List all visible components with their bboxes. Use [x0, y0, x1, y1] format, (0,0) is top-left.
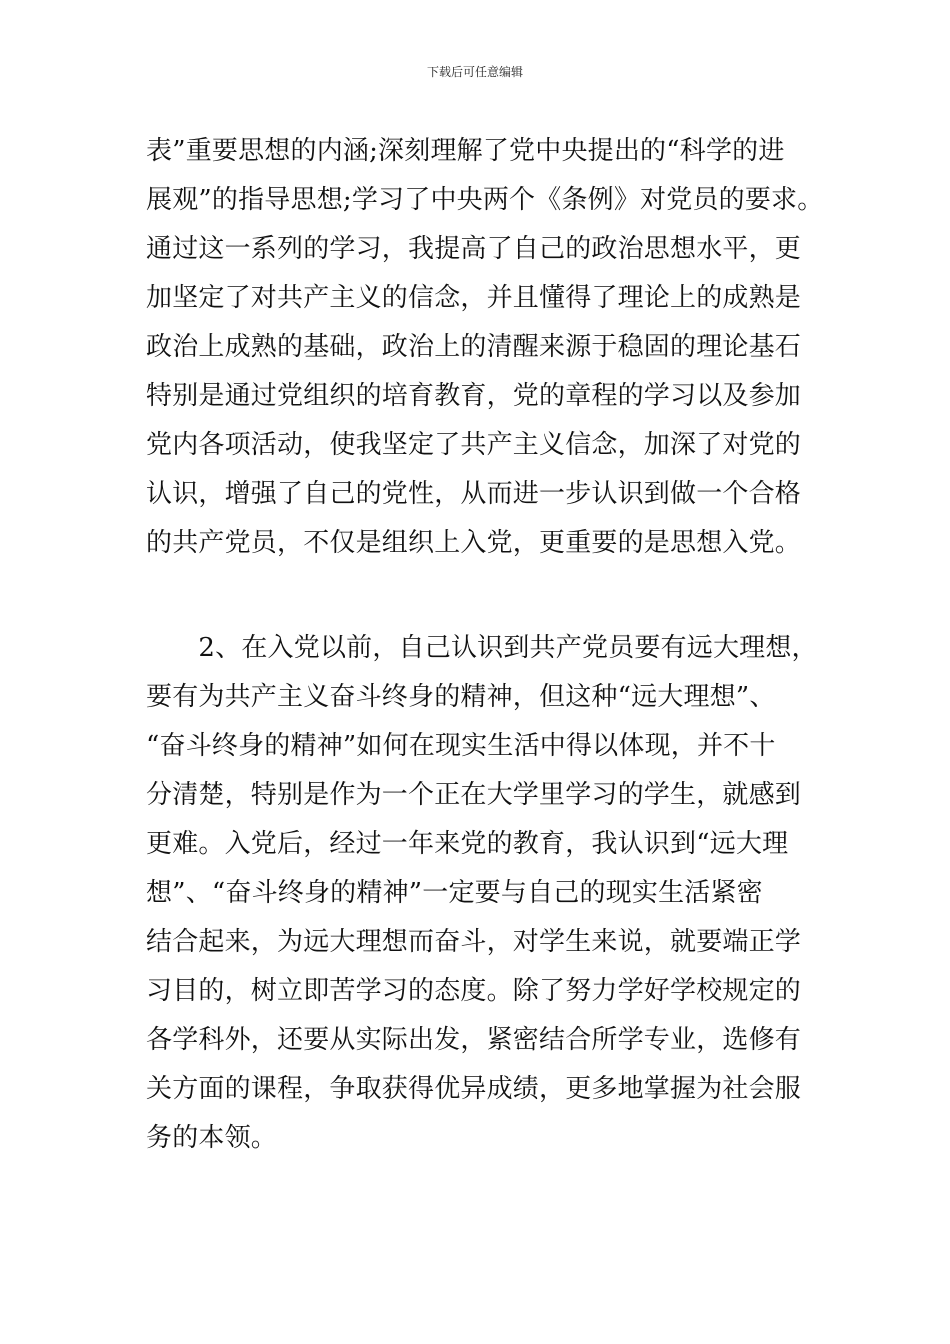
text-line: 认识，增强了自己的党性，从而进一步认识到做一个合格 — [146, 479, 802, 509]
text-line: 要有为共产主义奋斗终身的精神，但这种“远大理想”、 — [146, 682, 776, 712]
text-line: 党内各项活动，使我坚定了共产主义信念，加深了对党的 — [146, 430, 802, 460]
text-line: 政治上成熟的基础，政治上的清醒来源于稳固的理论基石 — [146, 332, 802, 362]
text-line: 表”重要思想的内涵;深刻理解了党中央提出的“科学的进 — [146, 136, 785, 166]
page-header: 下载后可任意编辑 — [426, 65, 523, 79]
text-line: 加坚定了对共产主义的信念，并且懂得了理论上的成熟是 — [146, 283, 802, 313]
text-line: 2、在入党以前，自己认识到共产党员要有远大理想， — [146, 633, 818, 663]
paragraph-2 — [146, 624, 826, 1163]
text-line: 关方面的课程，争取获得优异成绩，更多地掌握为社会服 — [146, 1074, 802, 1104]
text-line: 通过这一系列的学习，我提高了自己的政治思想水平，更 — [146, 234, 802, 264]
text-line: 各学科外，还要从实际出发，紧密结合所学专业，选修有 — [146, 1025, 802, 1055]
text-line: 更难。入党后，经过一年来党的教育，我认识到“远大理 — [146, 829, 789, 859]
text-line: 特别是通过党组织的培育教育，党的章程的学习以及参加 — [146, 381, 802, 411]
text-line: 结合起来，为远大理想而奋斗，对学生来说，就要端正学 — [146, 927, 802, 957]
text-line: 分清楚，特别是作为一个正在大学里学习的学生，就感到 — [146, 780, 802, 810]
text-line: 习目的，树立即苦学习的态度。除了努力学好学校规定的 — [146, 976, 802, 1006]
text-line: “奋斗终身的精神”如何在现实生活中得以体现，并不十 — [146, 731, 776, 761]
text-line: 展观”的指导思想;学习了中央两个《条例》对党员的要求。 — [146, 185, 824, 215]
text-line: 务的本领。 — [146, 1123, 278, 1153]
text-line: 想”、“奋斗终身的精神”一定要与自己的现实生活紧密 — [146, 878, 763, 908]
paragraph-1 — [146, 127, 826, 568]
text-line: 的共产党员，不仅是组织上入党，更重要的是思想入党。 — [146, 528, 802, 558]
